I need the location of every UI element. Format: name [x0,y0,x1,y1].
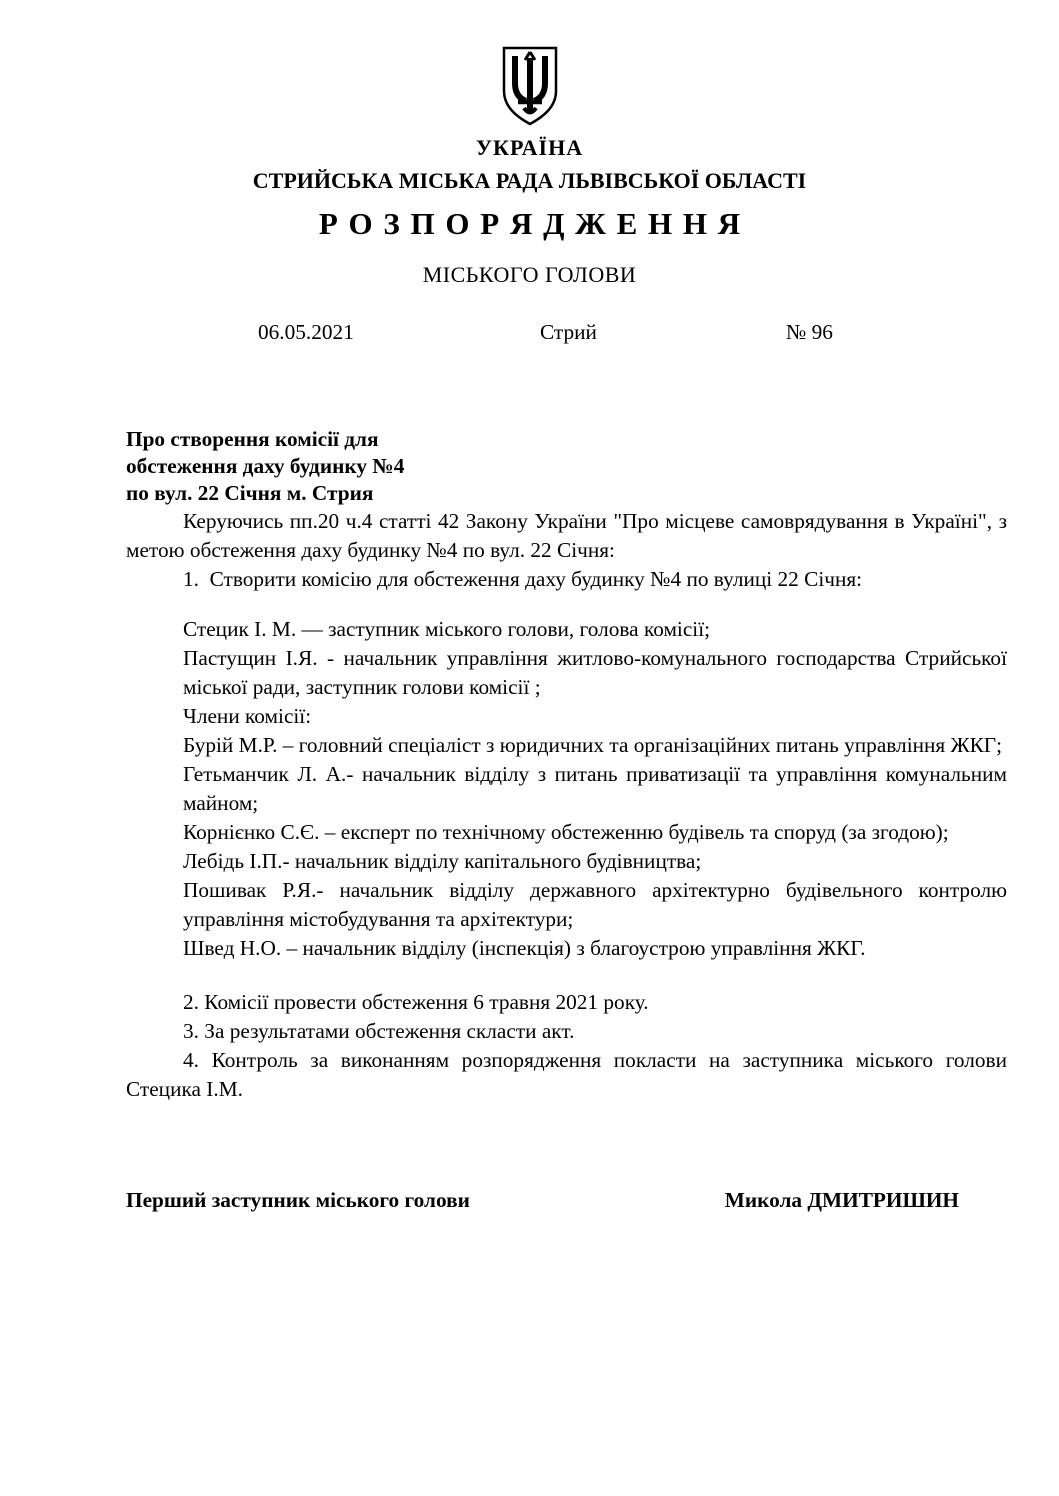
commission-member: Швед Н.О. – начальник відділу (інспекція) з благоустрою управління ЖКГ. [183,936,866,960]
commission-member: Бурій М.Р. – головний спеціаліст з юридичних та організаційних питань управління ЖКГ; [183,733,1003,757]
commission-list [183,615,1007,963]
subject-line-3: по вул. 22 Січня м. Стрия [126,481,374,505]
document-place: Стрий [540,320,597,344]
order-item-1: 1. Створити комісію для обстеження даху будинку №4 по вулиці 22 Січня: [183,567,863,591]
document-body [126,426,1007,1215]
commission-member: Пастущин І.Я. - начальник управління житлово-комунального господарства Стрийської міської ради, заступник голови комісії ; [183,646,1007,699]
country-name: УКРАЇНА [475,135,584,160]
signature-name: Микола ДМИТРИШИН [724,1188,959,1212]
commission-member: Гетьманчик Л. А.- начальник відділу з питань приватизації та управління комунальним майном; [183,762,1007,815]
preamble-paragraph: Керуючись пп.20 ч.4 статті 42 Закону України "Про місцеве самоврядування в Україні", з метою обстеження даху будинку №4 по вул. 22 Січня: [126,509,1007,562]
order-item-4: 4. Контроль за виконанням розпорядження покласти на заступника міського голови Стецика І.М. [126,1048,1007,1101]
order-item-2: 2. Комісії провести обстеження 6 травня 2021 року. [183,990,649,1014]
letterhead [0,0,1059,288]
org-name: СТРИЙСЬКА МІСЬКА РАДА ЛЬВІВСЬКОЇ ОБЛАСТІ [252,168,807,193]
subject-line-1: Про створення комісії для [126,427,379,451]
document-type-title: Р О З П О Р Я Д Ж Е Н Н Я [318,206,741,241]
commission-member: Лебідь І.П.- начальник відділу капітального будівництва; [183,849,702,873]
ukraine-trident-emblem-icon [499,45,561,129]
signature-position: Перший заступник міського голови [126,1188,470,1212]
subject-block [126,426,1007,507]
signature-row [126,1186,1007,1215]
document-subtitle: МІСЬКОГО ГОЛОВИ [422,262,637,287]
commission-member: Корнієнко С.Є. – експерт по технічному обстеженню будівель та споруд (за згодою); [183,820,949,844]
commission-members-heading: Члени комісії: [183,704,312,728]
document-number: № 96 [786,320,833,344]
commission-member: Стецик І. М. — заступник міського голови, голова комісії; [183,617,711,641]
commission-member: Пошивак Р.Я.- начальник відділу державного архітектурно будівельного контролю управління містобудування та архітектури; [183,878,1007,931]
meta-row [0,320,1059,349]
order-items [126,988,1007,1104]
order-item-3: 3. За результатами обстеження скласти акт. [183,1019,575,1043]
document-date: 06.05.2021 [258,320,354,344]
subject-line-2: обстеження даху будинку №4 [126,454,405,478]
